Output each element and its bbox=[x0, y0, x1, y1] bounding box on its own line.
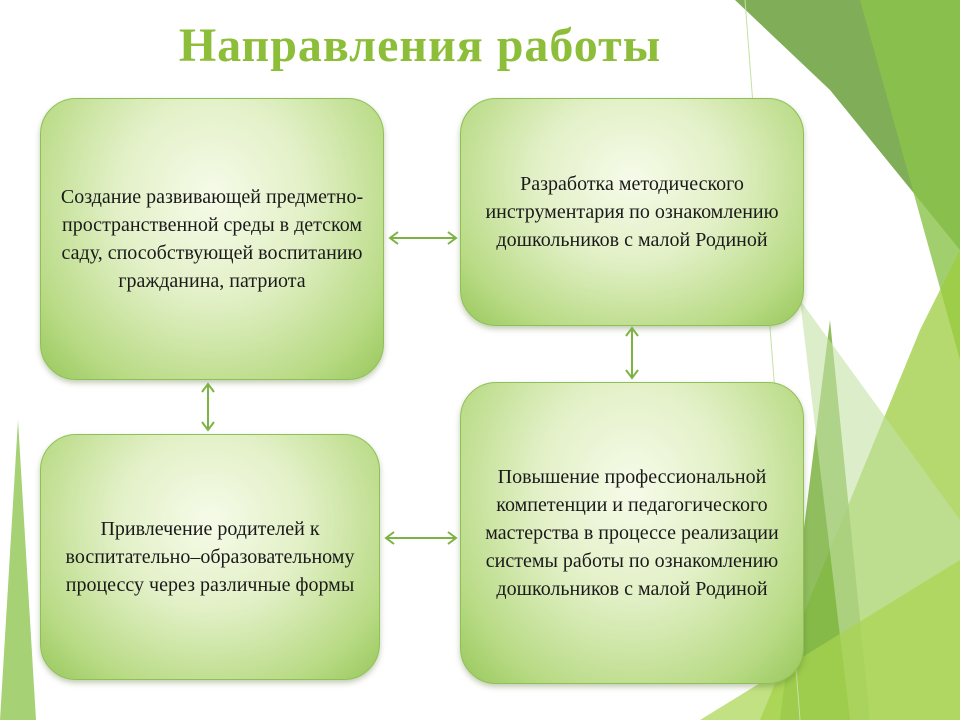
box-parents-text: Привлечение родителей к воспитательно–образовательному процессу через различные формы bbox=[65, 518, 355, 596]
box-methodology bbox=[460, 98, 804, 326]
deco-shape-left-spike bbox=[0, 420, 36, 720]
slide-title: Направления работы bbox=[178, 19, 662, 72]
box-competence-text: Повышение профессиональной компетенции и педагогического мастерства в процессе реализации системы работы по ознакомлению дошкольников с малой Родиной bbox=[485, 466, 779, 600]
box-parents bbox=[40, 434, 380, 680]
box-competence bbox=[460, 382, 804, 684]
box-environment-text: Создание развивающей предметно-пространственной среды в детском саду, способствующей воспитанию гражданина, патриота bbox=[60, 186, 364, 292]
box-methodology-text: Разработка методического инструментария по ознакомлению дошкольников с малой Родиной bbox=[485, 173, 779, 251]
box-environment bbox=[40, 98, 384, 380]
